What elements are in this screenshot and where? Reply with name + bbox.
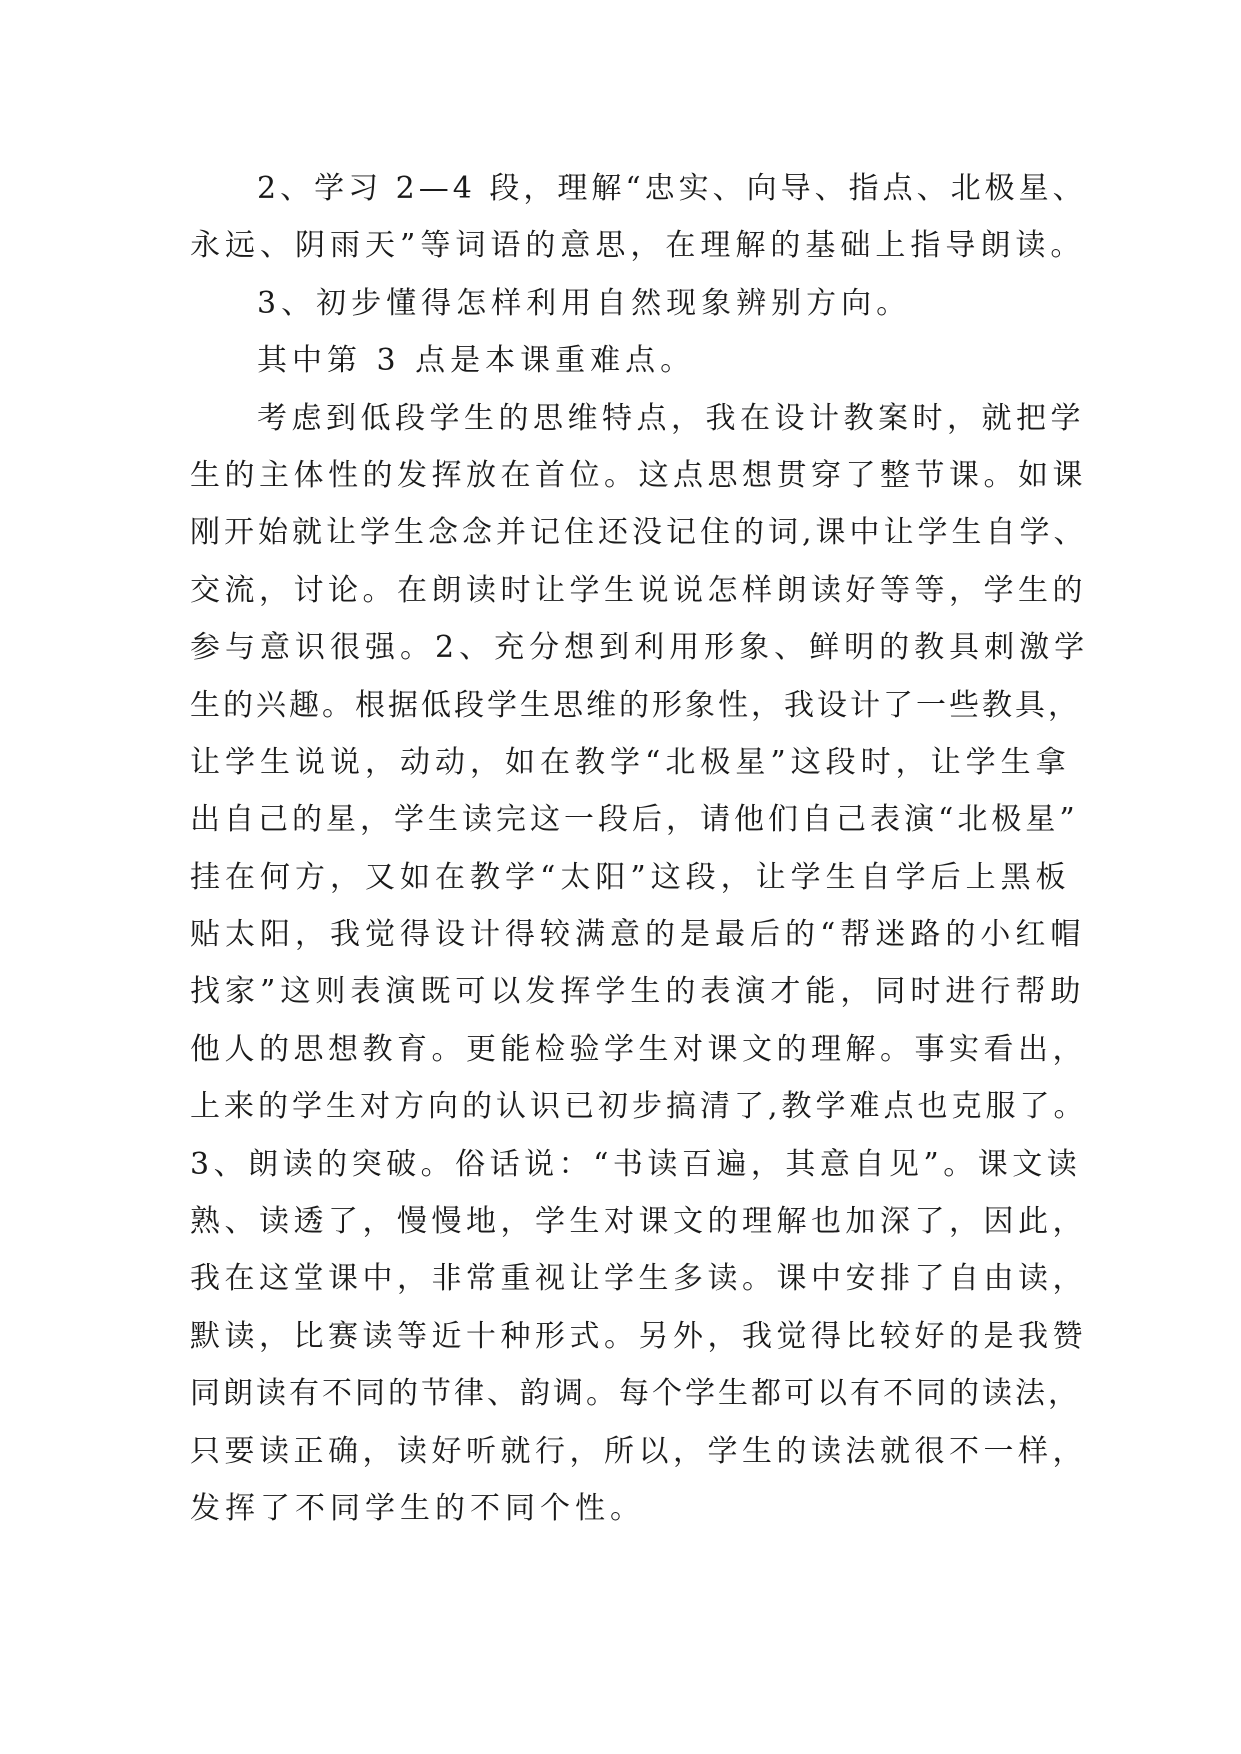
text-line: 出自己的星，学生读完这一段后，请他们自己表演“北极星”	[190, 802, 1079, 838]
text-line: 只要读正确，读好听就行，所以，学生的读法就很不一样，	[190, 1433, 1087, 1469]
text-line: 我在这堂课中，非常重视让学生多读。课中安排了自由读，	[190, 1261, 1087, 1297]
text-line: 上来的学生对方向的认识已初步搞清了,教学难点也克服了。	[190, 1089, 1088, 1125]
text-line: 永远、阴雨天”等词语的意思，在理解的基础上指导朗读。	[190, 228, 1086, 264]
text-line: 参与意识很强。2、充分想到利用形象、鲜明的教具刺激学	[190, 630, 1090, 666]
text-line: 默读，比赛读等近十种形式。另外，我觉得比较好的是我赞	[190, 1318, 1087, 1354]
body-text	[190, 160, 1090, 1537]
text-line: 发挥了不同学生的不同个性。	[190, 1490, 645, 1526]
text-line: 熟、读透了，慢慢地，学生对课文的理解也加深了，因此，	[190, 1204, 1087, 1240]
text-line: 3、朗读的突破。俗话说：“书读百遍，其意自见”。课文读	[190, 1146, 1082, 1182]
text-line: 生的兴趣。根据低段学生思维的形象性，我设计了一些教具，	[190, 687, 1081, 723]
text-line: 刚开始就让学生念念并记住还没记住的词,课中让学生自学、	[190, 515, 1088, 551]
text-line: 贴太阳，我觉得设计得较满意的是最后的“帮迷路的小红帽	[190, 917, 1086, 953]
text-line: 其中第 3 点是本课重难点。	[257, 343, 696, 379]
text-line: 找家”这则表演既可以发挥学生的表演才能，同时进行帮助	[190, 974, 1086, 1010]
text-line: 他人的思想教育。更能检验学生对课文的理解。事实看出，	[190, 1031, 1087, 1067]
text-line: 挂在何方，又如在教学“太阳”这段，让学生自学后上黑板	[190, 859, 1071, 895]
text-line: 交流，讨论。在朗读时让学生说说怎样朗读好等等，学生的	[190, 572, 1087, 608]
text-line: 3、初步懂得怎样利用自然现象辨别方向。	[257, 285, 912, 321]
text-line: 考虑到低段学生的思维特点，我在设计教案时，就把学	[257, 400, 1085, 436]
text-line: 同朗读有不同的节律、韵调。每个学生都可以有不同的读法，	[190, 1376, 1081, 1412]
text-line: 生的主体性的发挥放在首位。这点思想贯穿了整节课。如课	[190, 457, 1087, 493]
text-line: 让学生说说，动动，如在教学“北极星”这段时，让学生拿	[190, 744, 1071, 780]
text-line: 2、学习 2—4 段，理解“忠实、向导、指点、北极星、	[257, 171, 1087, 206]
